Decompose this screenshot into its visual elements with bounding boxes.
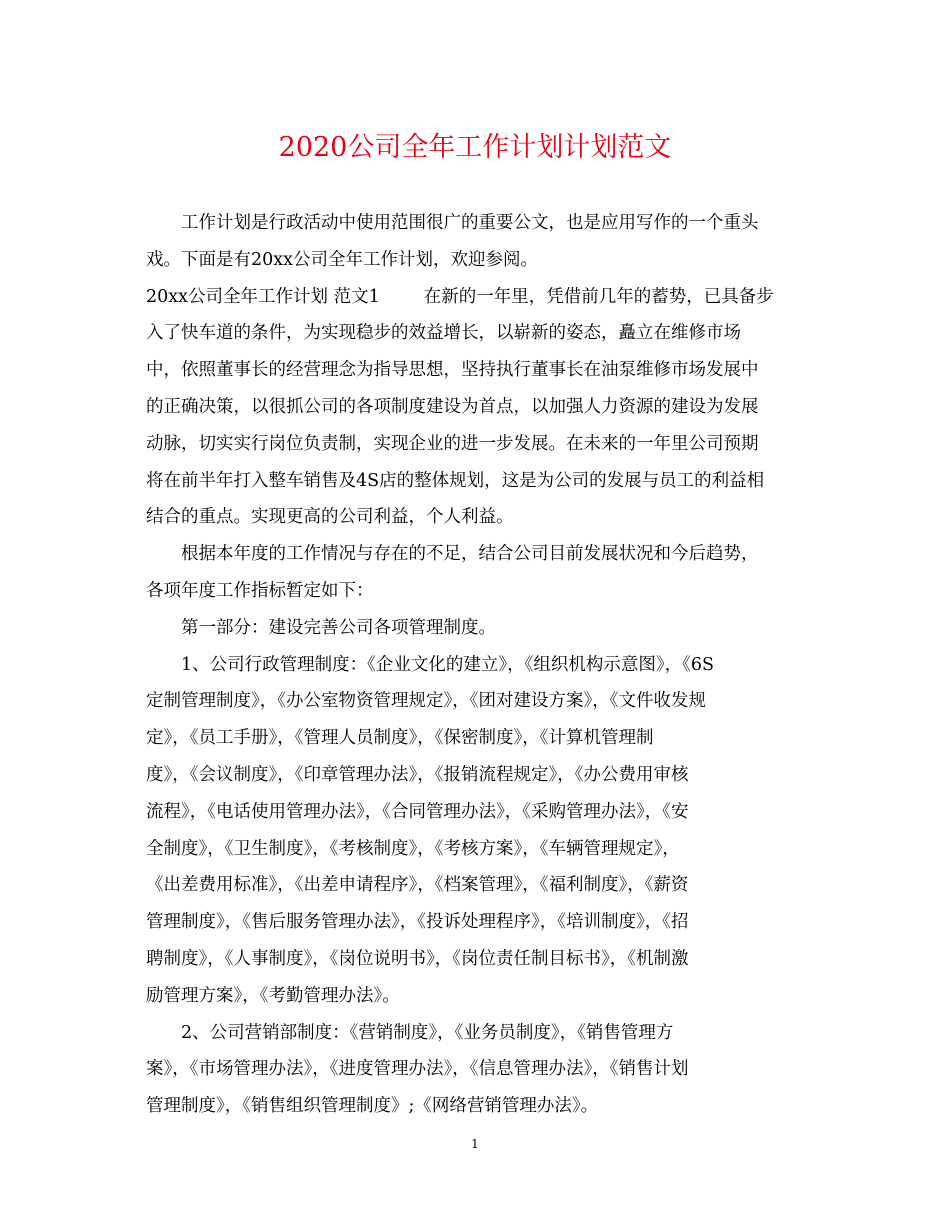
body-line-11: 各项年度工作指标暂定如下： bbox=[146, 580, 374, 601]
body-line-3-tail: 在新的一年里，凭借前几年的蓄势，已具备步 bbox=[423, 286, 774, 307]
body-line-7: 动脉，切实实行岗位负责制，实现企业的进一步发展。在未来的一年里公司预期 bbox=[146, 433, 759, 454]
body-line-10: 根据本年度的工作情况与存在的不足，结合公司目前发展状况和今后趋势， bbox=[146, 544, 759, 565]
body-line-4: 入了快车道的条件，为实现稳步的效益增长，以崭新的姿态，矗立在维修市场 bbox=[146, 323, 741, 344]
body-line-16: 度》，《会议制度》，《印章管理办法》，《报销流程规定》，《办公费用审核 bbox=[146, 764, 689, 785]
body-line-13: 1、公司行政管理制度：《企业文化的建立》，《组织机构示意图》，《6S bbox=[146, 654, 715, 675]
page-number: 1 bbox=[471, 1137, 479, 1151]
body-line-12: 第一部分：建设完善公司各项管理制度。 bbox=[146, 617, 496, 638]
body-line-2: 戏。下面是有20xx公司全年工作计划，欢迎参阅。 bbox=[146, 249, 539, 270]
body-line-18: 全制度》，《卫生制度》，《考核制度》，《考核方案》，《车辆管理规定》， bbox=[146, 838, 680, 859]
body-line-3-heading: 20xx公司全年工作计划 范文1 bbox=[146, 286, 380, 307]
body-line-23: 2、公司营销部制度：《营销制度》，《业务员制度》，《销售管理方 bbox=[146, 1022, 674, 1043]
body-line-24: 案》，《市场管理办法》，《进度管理办法》，《信息管理办法》，《销售计划 bbox=[146, 1059, 689, 1080]
body-line-3 bbox=[146, 279, 806, 316]
body-line-21: 聘制度》，《人事制度》，《岗位说明书》，《岗位责任制目标书》，《机制激 bbox=[146, 948, 689, 969]
body-line-8: 将在前半年打入整车销售及4S店的整体规划，这是为公司的发展与员工的利益相 bbox=[146, 470, 765, 491]
body-line-15: 定》，《员工手册》，《管理人员制度》，《保密制度》，《计算机管理制 bbox=[146, 728, 654, 749]
document-title: 2020公司全年工作计划计划范文 bbox=[278, 132, 672, 163]
body-line-17: 流程》，《电话使用管理办法》，《合同管理办法》，《采购管理办法》，《安 bbox=[146, 801, 689, 822]
body-line-25: 管理制度》，《销售组织管理制度》;《网络营销管理办法》。 bbox=[146, 1096, 599, 1117]
body-line-19: 《出差费用标准》，《出差申请程序》，《档案管理》，《福利制度》，《薪资 bbox=[146, 875, 689, 896]
body-line-14: 定制管理制度》，《办公室物资管理规定》，《团对建设方案》，《文件收发规 bbox=[146, 691, 706, 712]
body-line-5: 中，依照董事长的经营理念为指导思想，坚持执行董事长在油泵维修市场发展中 bbox=[146, 360, 759, 381]
body-line-1: 工作计划是行政活动中使用范围很广的重要公文，也是应用写作的一个重头 bbox=[146, 213, 759, 233]
document-body bbox=[146, 205, 806, 1125]
body-line-9: 结合的重点。实现更高的公司利益，个人利益。 bbox=[146, 507, 514, 528]
body-line-6: 的正确决策，以很抓公司的各项制度建设为首点，以加强人力资源的建设为发展 bbox=[146, 396, 759, 417]
body-line-22: 励管理方案》，《考勤管理办法》。 bbox=[146, 985, 400, 1006]
body-line-20: 管理制度》，《售后服务管理办法》，《投诉处理程序》，《培训制度》，《招 bbox=[146, 912, 689, 933]
